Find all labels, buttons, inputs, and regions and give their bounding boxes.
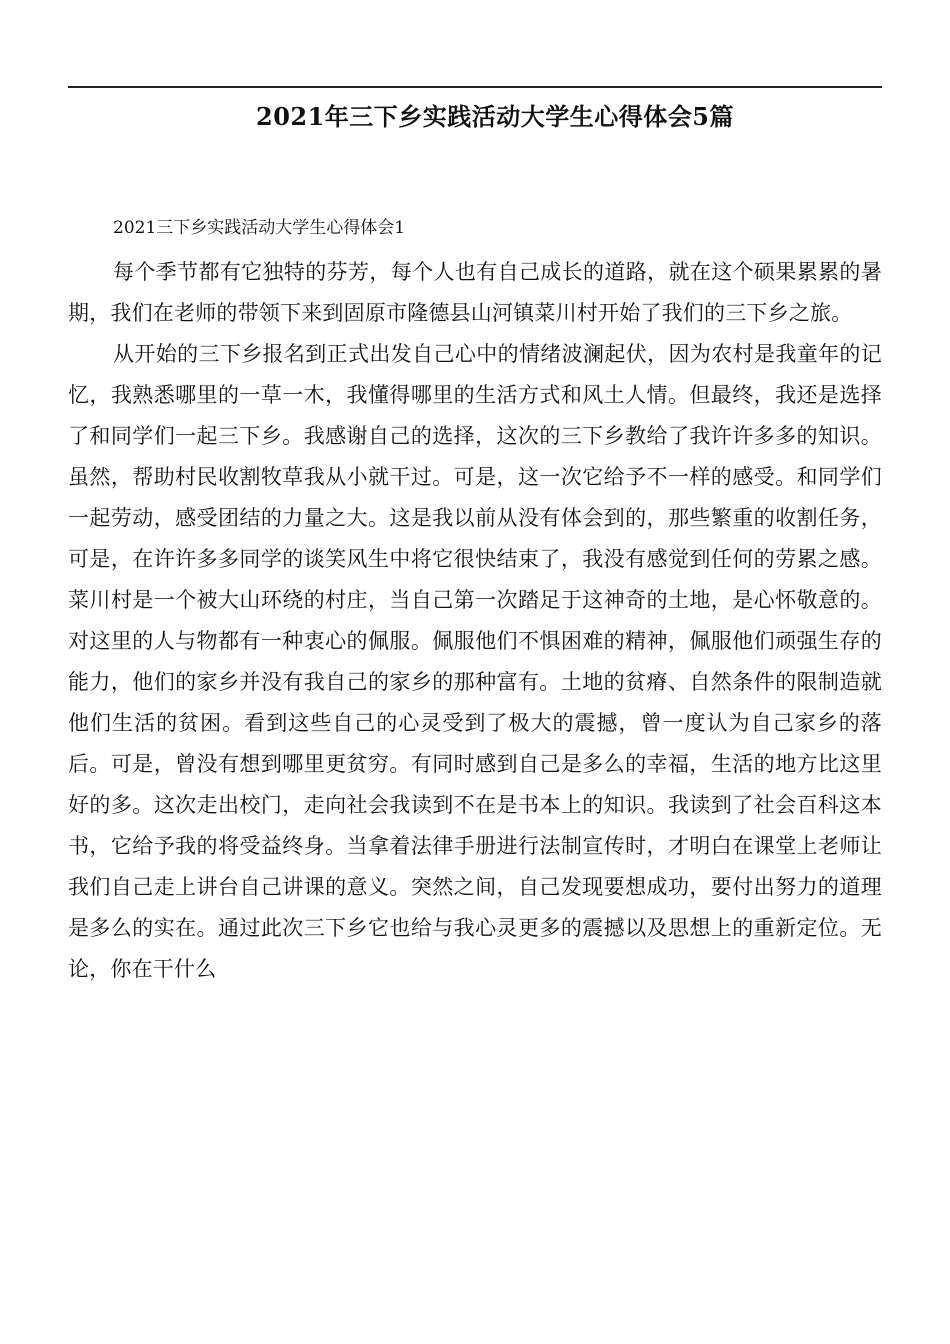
paragraph: 每个季节都有它独特的芬芳，每个人也有自己成长的道路，就在这个硕果累累的暑期，我们在老师的带领下来到固原市隆德县山河镇菜川村开始了我们的三下乡之旅。 — [68, 260, 882, 325]
paragraph: 从开始的三下乡报名到正式出发自己心中的情绪波澜起伏，因为农村是我童年的记忆，我熟悉哪里的一草一木，我懂得哪里的生活方式和风土人情。但最终，我还是选择了和同学们一起三下乡。我感谢自己的选择，这次的三下乡教给了我许许多多的知识。虽然，帮助村民收割牧草我从小就干过。可是，这一次它给予不一样的感受。和同学们一起劳动，感受团结的力量之大。这是我以前从没有体会到的，那些繁重的收割任务，可是，在许许多多同学的谈笑风生中将它很快结束了，我没有感觉到任何的劳累之感。菜川村是一个被大山环绕的村庄，当自己第一次踏足于这神奇的土地，是心怀敬意的。对这里的人与物都有一种衷心的佩服。佩服他们不惧困难的精神，佩服他们顽强生存的能力，他们的家乡并没有我自己的家乡的那种富有。土地的贫瘠、自然条件的限制造就他们生活的贫困。看到这些自己的心灵受到了极大的震撼，曾一度认为自己家乡的落后。可是，曾没有想到哪里更贫穷。有同时感到自己是多么的幸福，生活的地方比这里好的多。这次走出校门，走向社会我读到不在是书本上的知识。我读到了社会百科这本书，它给予我的将受益终身。当拿着法律手册进行法制宣传时，才明白在课堂上老师让我们自己走上讲台自己讲课的意义。突然之间，自己发现要想成功，要付出努力的道理是多么的实在。通过此次三下乡它也给与我心灵更多的震撼以及思想上的重新定位。无论，你在干什么 — [68, 342, 882, 981]
section-heading: 2021三下乡实践活动大学生心得体会1 — [113, 218, 406, 238]
document-title: 2021年三下乡实践活动大学生心得体会5篇 — [256, 102, 734, 131]
document-body — [68, 212, 882, 990]
header-rule — [68, 86, 882, 88]
